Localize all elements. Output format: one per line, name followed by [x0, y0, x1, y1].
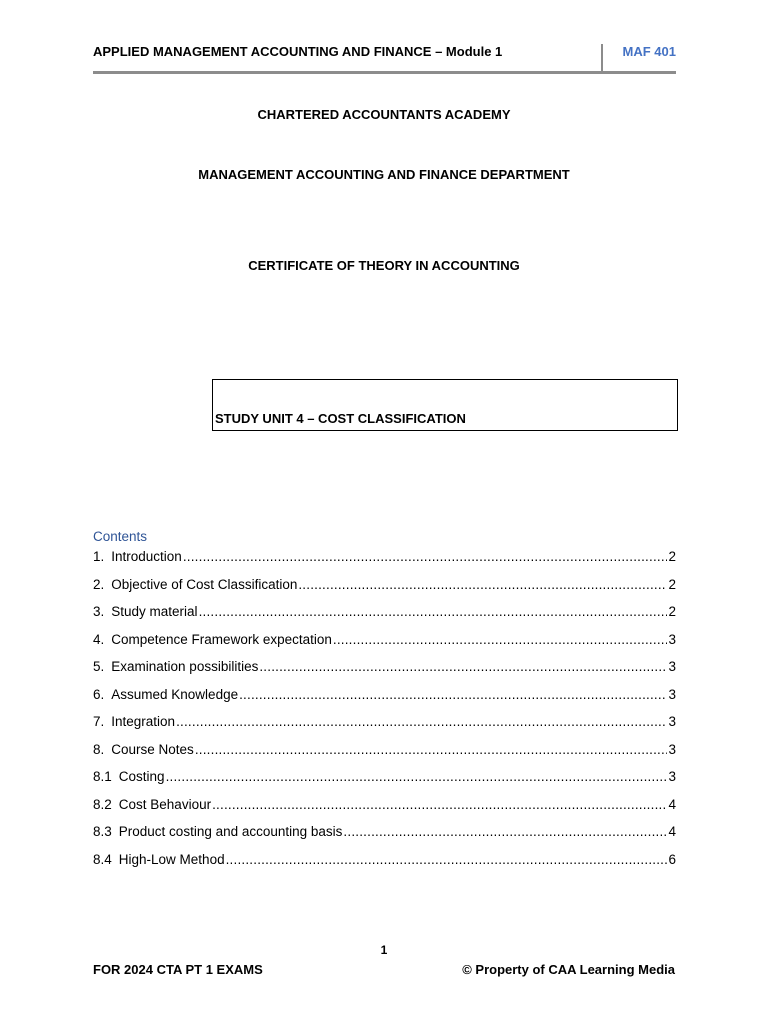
toc-dot-leader — [199, 604, 668, 619]
toc-entry-page: 2 — [668, 604, 676, 619]
toc-entry-page: 3 — [668, 686, 676, 702]
toc-entry-label: Examination possibilities — [111, 659, 259, 674]
toc-entry-label: Assumed Knowledge — [111, 686, 239, 702]
toc-dot-leader — [176, 714, 667, 729]
study-unit-title: STUDY UNIT 4 – COST CLASSIFICATION — [215, 411, 466, 426]
toc-entry-page: 4 — [668, 796, 676, 812]
table-of-contents — [93, 549, 676, 879]
toc-entry[interactable] — [93, 769, 676, 797]
toc-entry-number: 8.4 — [93, 851, 112, 867]
toc-entry[interactable] — [93, 577, 676, 605]
contents-heading: Contents — [93, 529, 148, 544]
toc-entry[interactable] — [93, 852, 676, 880]
toc-entry-number: 8.1 — [93, 769, 112, 784]
toc-entry-page: 2 — [668, 576, 676, 592]
toc-dot-leader — [298, 577, 667, 592]
toc-dot-leader — [183, 549, 668, 564]
toc-entry[interactable] — [93, 604, 676, 632]
toc-entry-page: 6 — [668, 851, 676, 867]
toc-entry-label: Costing — [118, 769, 165, 784]
toc-entry-page: 3 — [668, 741, 676, 757]
header-divider — [601, 44, 603, 71]
toc-entry-number: 8.2 — [93, 796, 112, 812]
toc-entry[interactable] — [93, 714, 676, 742]
toc-entry-number: 2. — [93, 576, 105, 592]
toc-entry-label: Cost Behaviour — [118, 796, 212, 812]
toc-entry-label: Introduction — [111, 549, 182, 564]
toc-dot-leader — [195, 742, 668, 757]
page-header — [93, 40, 676, 74]
academy-title: CHARTERED ACCOUNTANTS ACADEMY — [257, 107, 511, 122]
toc-entry-page: 3 — [668, 631, 676, 647]
toc-entry[interactable] — [93, 797, 676, 825]
toc-entry-number: 4. — [93, 631, 105, 647]
department-title: MANAGEMENT ACCOUNTING AND FINANCE DEPARTMENT — [198, 167, 570, 182]
toc-entry-page: 2 — [668, 549, 676, 564]
toc-entry-number: 8. — [93, 741, 105, 757]
header-title: APPLIED MANAGEMENT ACCOUNTING AND FINANCE – Module 1 — [93, 44, 503, 59]
toc-entry-label: Integration — [111, 714, 176, 729]
toc-dot-leader — [212, 797, 667, 812]
page-number: 1 — [380, 943, 388, 957]
toc-entry-label: Study material — [111, 604, 198, 619]
toc-entry-label: Competence Framework expectation — [111, 631, 332, 647]
certificate-title: CERTIFICATE OF THEORY IN ACCOUNTING — [248, 258, 520, 273]
toc-entry-label: Objective of Cost Classification — [111, 576, 298, 592]
toc-entry-number: 3. — [93, 604, 105, 619]
study-unit-box — [212, 379, 678, 431]
toc-entry-page: 3 — [668, 714, 676, 729]
toc-entry-label: High-Low Method — [118, 851, 225, 867]
footer-exam-label: FOR 2024 CTA PT 1 EXAMS — [93, 962, 263, 977]
toc-dot-leader — [343, 824, 667, 839]
toc-dot-leader — [333, 632, 668, 647]
toc-entry[interactable] — [93, 632, 676, 660]
toc-dot-leader — [166, 769, 668, 784]
toc-entry[interactable] — [93, 687, 676, 715]
toc-entry[interactable] — [93, 824, 676, 852]
header-course-code: MAF 401 — [622, 44, 676, 59]
footer-copyright: © Property of CAA Learning Media — [462, 962, 675, 977]
toc-entry-page: 4 — [668, 824, 676, 839]
toc-entry[interactable] — [93, 549, 676, 577]
toc-dot-leader — [259, 659, 667, 674]
toc-entry-page: 3 — [668, 659, 676, 674]
toc-entry-number: 7. — [93, 714, 105, 729]
toc-entry-number: 8.3 — [93, 824, 112, 839]
toc-dot-leader — [226, 852, 668, 867]
toc-entry-label: Product costing and accounting basis — [118, 824, 343, 839]
toc-entry-page: 3 — [668, 769, 676, 784]
toc-dot-leader — [239, 687, 667, 702]
toc-entry[interactable] — [93, 659, 676, 687]
toc-entry-number: 1. — [93, 549, 105, 564]
toc-entry-number: 6. — [93, 686, 105, 702]
toc-entry-number: 5. — [93, 659, 105, 674]
toc-entry[interactable] — [93, 742, 676, 770]
toc-entry-label: Course Notes — [111, 741, 194, 757]
